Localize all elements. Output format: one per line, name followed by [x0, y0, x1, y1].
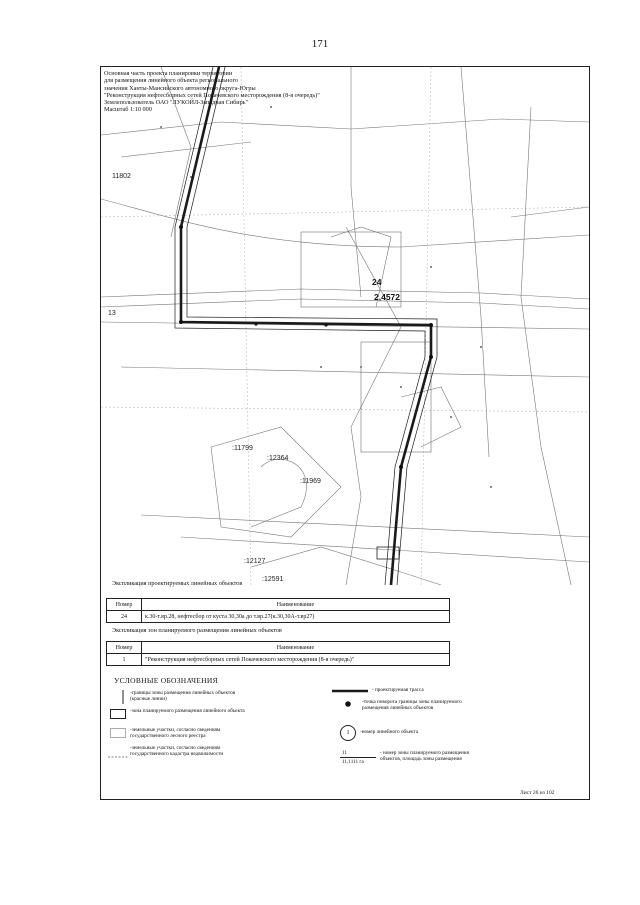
background-lines [101, 67, 589, 585]
map-label-13: 13 [108, 310, 116, 317]
table-row [107, 654, 450, 666]
table-row [107, 611, 450, 623]
turning-point-swatch [344, 700, 352, 708]
table-cell: 24 [107, 611, 142, 623]
forest-registry-swatch [110, 728, 126, 738]
header-line: Землепользователь ОАО "ЛУКОЙЛ-Западная Сибирь" [104, 99, 249, 107]
map-label-11799: :11799 [232, 445, 253, 452]
table-row [107, 642, 450, 654]
page-number: 171 [311, 38, 329, 50]
table-header-cell: Наименование [142, 642, 450, 654]
scatter-marks [160, 106, 492, 488]
map-label-12127: :12127 [244, 558, 266, 565]
map-label-12364: :12364 [267, 455, 289, 462]
map-label-area: 2,4572 [374, 292, 400, 302]
legend-item-route: - проектируемая трасса [372, 687, 424, 693]
header-line: значения Ханты-Мансийского автономного округа-Югры [104, 84, 256, 92]
table-cell: "Реконструкция нефтесборных сетей Покачевского месторождения (8-я очередь)" [142, 654, 450, 666]
map-label-12591: :12591 [262, 576, 284, 583]
cadastre-swatch [108, 747, 128, 759]
explication-linear-caption: Экспликация проектируемых линейных объектов [112, 580, 243, 587]
legend-item-object-number: -номер линейного объекта [360, 729, 419, 735]
object-number-swatch: 1 [340, 725, 356, 741]
table-header-cell: Номер [107, 599, 142, 611]
boundary-parcels [301, 227, 431, 452]
map-label-11802: 11802 [112, 173, 131, 180]
header-line: "Реконструкция нефтесборных сетей Покачевского месторождения (8-я очередь)" [104, 91, 320, 99]
sheet-number: Лист 26 из 102 [520, 790, 555, 796]
legend-item-cadastre: -земельные участки, согласно сведениям государственного кадастра недвижимости [130, 745, 224, 757]
red-line-swatch [110, 690, 126, 704]
zone-code-sample: 11 [342, 750, 347, 756]
header-line: Масштаб 1:10 000 [104, 106, 152, 114]
explication-linear-table [106, 598, 450, 623]
legend-item-turning-point: -точка поворота границы зоны планируемого размещения линейных объектов [362, 699, 462, 711]
grid-lines [101, 67, 589, 585]
zone-area-sample: 11,1111 га [342, 759, 364, 765]
table-header-cell: Номер [107, 642, 142, 654]
turning-points [179, 225, 433, 469]
legend-item-zone-number: - номер зоны планируемого размещения объектов, площадь зоны размещения [380, 750, 469, 762]
table-row [107, 599, 450, 611]
legend-item-red-lines: -границы зоны размещения линейных объектов (красные линии) [130, 690, 236, 702]
zone-swatch [110, 709, 126, 719]
zone-code-divider [340, 757, 376, 758]
table-cell: 1 [107, 654, 142, 666]
legend-item-zone: -зона планируемого размещения линейного объекта [130, 708, 245, 714]
header-line: Основная часть проекта планировки территории [104, 70, 233, 77]
header-line: для размещения линейного объекта регионального [104, 77, 238, 85]
map-label-object-24: 24 [372, 277, 382, 287]
map-label-11969: :11969 [300, 478, 321, 485]
legend-title: УСЛОВНЫЕ ОБОЗНАЧЕНИЯ [114, 676, 218, 685]
table-cell: к.30-т.вр.28, нефтесбор от куста 30,30а до т.вр.27(к.30,30А-т.вр27) [142, 611, 450, 623]
planning-map [101, 67, 589, 585]
legend-item-forest-registry: -земельные участки, согласно сведениям государственного лесного реестра [130, 727, 221, 739]
project-header [104, 70, 404, 114]
table-header-cell: Наименование [142, 599, 450, 611]
explication-zones-table [106, 641, 450, 666]
explication-zones-caption: Экспликация зон планируемого размещения линейных объектов [112, 627, 282, 634]
route-swatch [332, 687, 368, 695]
